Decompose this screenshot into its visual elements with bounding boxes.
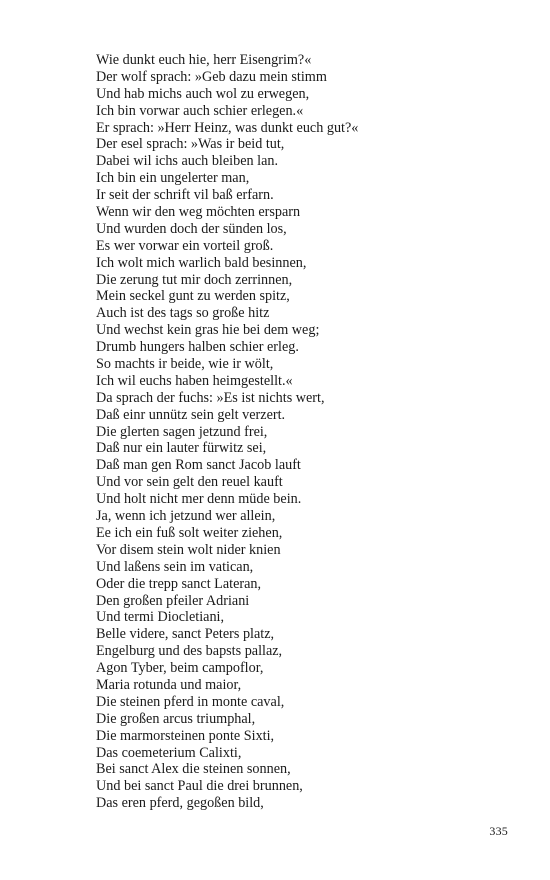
poem-line: Engelburg und des bapsts pallaz, <box>96 643 283 660</box>
poem-line: Da sprach der fuchs: »Es ist nichts wert, <box>96 389 325 406</box>
poem-line: Ich bin vorwar auch schier erlegen.« <box>96 102 304 119</box>
poem-line: Agon Tyber, beim campoflor, <box>96 660 264 677</box>
poem-line: Die glerten sagen jetzund frei, <box>96 423 268 440</box>
poem-line: Ir seit der schrift vil baß erfarn. <box>96 187 274 204</box>
poem-line: Und wechst kein gras hie bei dem weg; <box>96 322 320 339</box>
poem-line: Belle videre, sanct Peters platz, <box>96 626 275 643</box>
poem-line: Es wer vorwar ein vorteil groß. <box>96 237 274 254</box>
poem-line: Daß einr unnütz sein gelt verzert. <box>96 406 286 423</box>
poem-line: Ja, wenn ich jetzund wer allein, <box>96 508 276 525</box>
page-number: 335 <box>489 824 508 838</box>
poem-line: Maria rotunda und maior, <box>96 676 242 693</box>
poem-line: Oder die trepp sanct Lateran, <box>96 575 262 592</box>
poem-line: Ich wolt mich warlich bald besinnen, <box>96 254 307 271</box>
poem-line: Die zerung tut mir doch zerrinnen, <box>96 271 293 288</box>
poem-line: Und laßens sein im vatican, <box>96 558 254 575</box>
poem-line: Mein seckel gunt zu werden spitz, <box>96 288 290 305</box>
poem-line: Wenn wir den weg möchten ersparn <box>96 204 301 221</box>
poem-line: Auch ist des tags so große hitz <box>96 305 270 322</box>
poem-line: Und termi Diocletiani, <box>96 609 225 626</box>
poem-line: So machts ir beide, wie ir wölt, <box>96 356 274 373</box>
poem-line: Er sprach: »Herr Heinz, was dunkt euch gut?« <box>96 119 359 136</box>
poem-line: Bei sanct Alex die steinen sonnen, <box>96 761 291 778</box>
poem-line: Der wolf sprach: »Geb dazu mein stimm <box>96 68 327 85</box>
poem-line: Und holt nicht mer denn müde bein. <box>96 491 302 508</box>
poem-line: Und vor sein gelt den reuel kauft <box>96 474 283 491</box>
poem-line: Die marmorsteinen ponte Sixti, <box>96 727 275 744</box>
poem-line: Ich wil euchs haben heimgestellt.« <box>96 372 293 389</box>
poem-line: Und hab michs auch wol zu erwegen, <box>96 85 310 102</box>
poem-line: Das coemeterium Calixti, <box>96 744 242 761</box>
poem-line: Und wurden doch der sünden los, <box>96 220 287 237</box>
poem-line: Die großen arcus triumphal, <box>96 710 256 727</box>
poem-line: Vor disem stein wolt nider knien <box>96 541 281 558</box>
poem-line: Den großen pfeiler Adriani <box>96 592 250 609</box>
poem-line: Dabei wil ichs auch bleiben lan. <box>96 153 279 170</box>
poem-line: Der esel sprach: »Was ir beid tut, <box>96 136 285 153</box>
poem-text-block <box>96 52 358 812</box>
poem-line: Die steinen pferd in monte caval, <box>96 693 285 710</box>
poem-line: Wie dunkt euch hie, herr Eisengrim?« <box>96 52 312 68</box>
poem-line: Drumb hungers halben schier erleg. <box>96 339 299 356</box>
poem-line: Daß man gen Rom sanct Jacob lauft <box>96 457 301 474</box>
poem-line: Und bei sanct Paul die drei brunnen, <box>96 778 303 795</box>
poem-line: Daß nur ein lauter fürwitz sei, <box>96 440 267 457</box>
poem-line: Ich bin ein ungelerter man, <box>96 170 250 187</box>
poem-line: Das eren pferd, gegoßen bild, <box>96 795 264 812</box>
poem-line: Ee ich ein fuß solt weiter ziehen, <box>96 524 283 541</box>
